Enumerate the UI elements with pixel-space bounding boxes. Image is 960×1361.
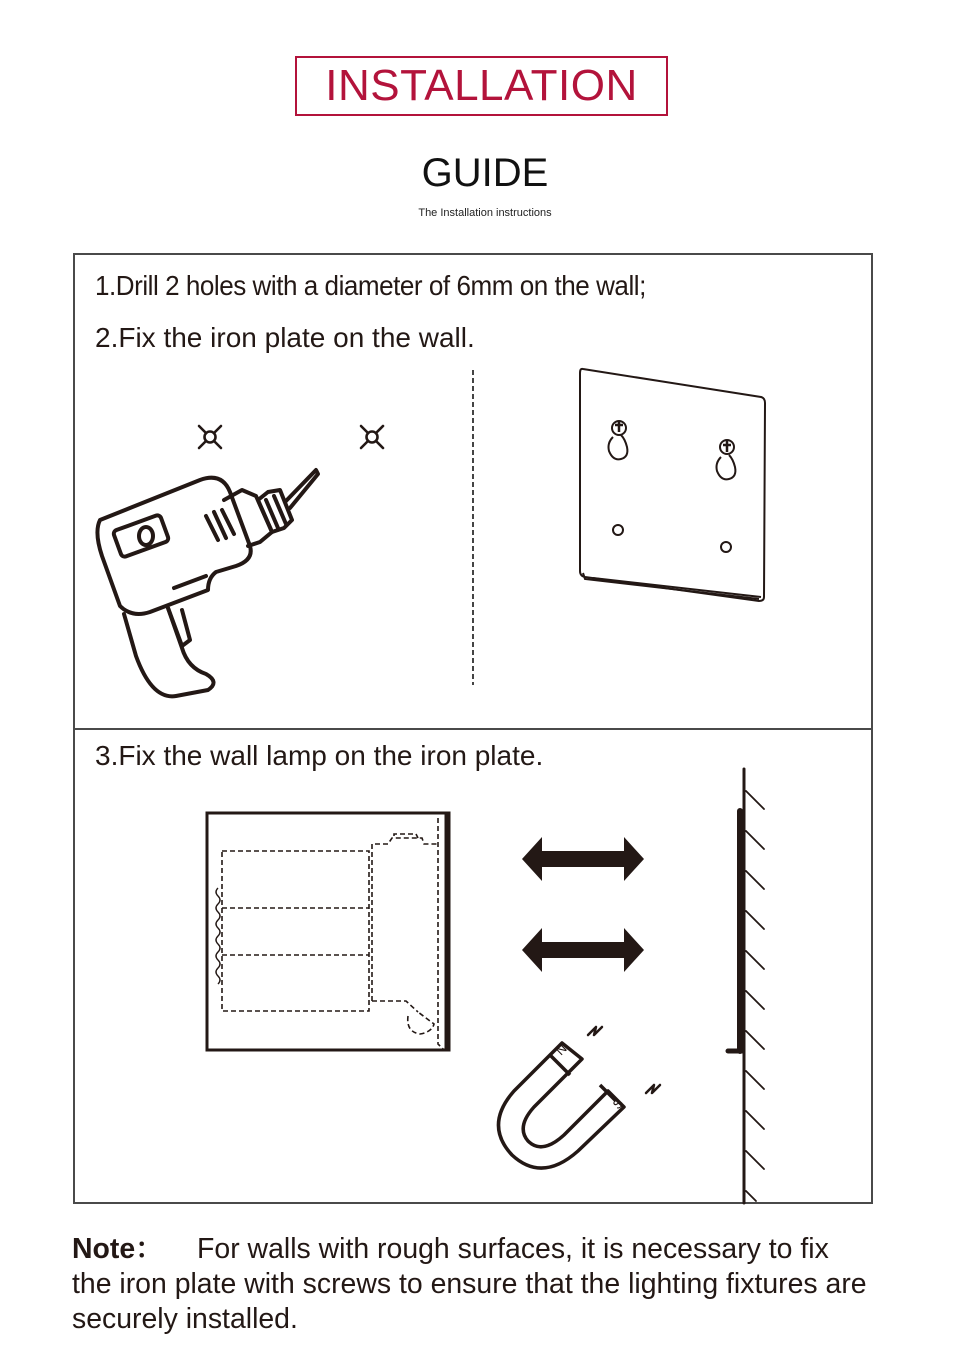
- step-1-text: 1.Drill 2 holes with a diameter of 6mm on the wall;: [95, 270, 646, 301]
- page-title: INSTALLATION: [325, 61, 638, 110]
- iron-plate-icon: [575, 365, 775, 610]
- note-block: [72, 1232, 876, 1337]
- page-subtitle: GUIDE: [421, 151, 549, 195]
- south-pole-label: S: [609, 1095, 627, 1113]
- wall-section-icon: [720, 765, 780, 1205]
- step-2-text: 2.Fix the iron plate on the wall.: [95, 322, 475, 353]
- horseshoe-magnet-icon: [490, 1015, 670, 1185]
- hole-marker-icon: [196, 422, 226, 452]
- step-3-text: 3.Fix the wall lamp on the iron plate.: [95, 740, 544, 771]
- hole-marker-icon: [358, 422, 388, 452]
- power-drill-icon: [90, 460, 330, 710]
- note-text: For walls with rough surfaces, it is necessary to fix the iron plate with screws to ensure that the lighting fixtures are securely installed.: [72, 1233, 867, 1335]
- double-arrow-icon: [520, 833, 650, 888]
- wall-lamp-icon: [200, 806, 460, 1056]
- note-label: Note：: [72, 1233, 164, 1265]
- page-caption: The Installation instructions: [418, 207, 552, 219]
- double-arrow-icon: [520, 924, 650, 979]
- north-pole-label: N: [552, 1040, 570, 1059]
